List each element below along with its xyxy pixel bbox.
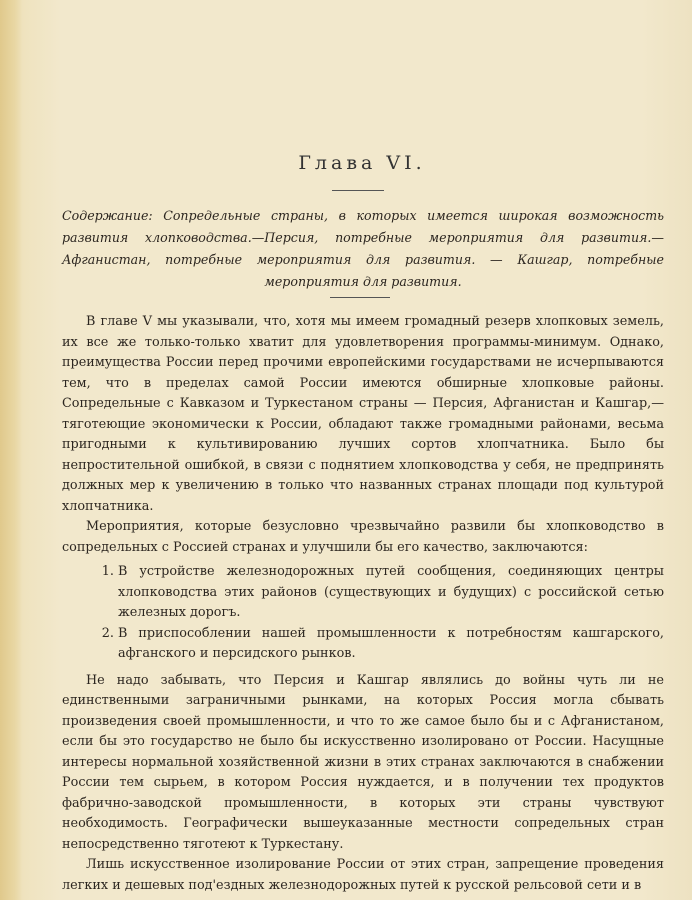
paragraph-2: Мероприятия, которые безусловно чрезвычайно развили бы хлопководство в сопредельных с Россией странах и улучшили бы его качество, заключаются: (62, 519, 664, 555)
list-item: 2. В приспособлении нашей промышленности к потребностям кашгарского, афганского и персидского рынков. (118, 624, 664, 665)
chapter-title: Глава VI. (298, 152, 426, 174)
page-binding-edge (0, 0, 22, 900)
summary-rule (330, 297, 390, 298)
paragraph-1: В главе V мы указывали, что, хотя мы имеем громадный резерв хлопковых земель, их все же только-только хватит для удовлетворения программы-минимум. Однако, преимущества России перед прочими европейскими государствами не исчерпываются тем, что в пределах самой России имеются обширные хлопковые районы. Сопредельные с Кавказом и Туркестаном страны — Персия, Афганистан и Кашгар,— тяготеющие экономически к России, обладают также громадными районами, весьма пригодными к культивированию лучших сортов хлопчатника. Было бы непростительной ошибкой, в связи с поднятием хлопководства у себя, не предпринять должных мер к увеличению в только что названных странах площади под культурой хлопчатника. (62, 314, 664, 514)
paragraph-4: Лишь искусственное изолирование России от этих стран, запрещение проведения легких и дешевых под'ездных железнодорожных путей к русской рельсовой сети и в (62, 857, 664, 893)
paragraph-3: Не надо забывать, что Персия и Кашгар являлись до войны чуть ли не единственными заграничными рынками, на которых Россия могла сбывать произведения своей промышленности, и что то же самое было бы и с Афганистаном, если бы это государство не было бы искусственно изолировано от России. Насущные интересы нормальной хозяйственной жизни в этих странах заключаются в снабжении России тем сырьем, в котором Россия нуждается, и в получении тех продуктов фабрично-заводской промышленности, в которых эти страны чувствуют необходимость. Географически вышеуказанные местности сопредельных стран непосредственно тяготеют к Туркестану. (62, 672, 664, 852)
chapter-body (62, 312, 664, 896)
measures-list (62, 562, 664, 665)
title-rule (332, 190, 384, 191)
list-item: 1. В устройстве железнодорожных путей сообщения, соединяющих центры хлопководства этих районов (существующих и будущих) с российской сетью железных дорогъ. (118, 562, 664, 624)
chapter-summary: Содержание: Сопредельные страны, в которых имеется широкая возможность развития хлопководства.—Персия, потребные мероприятия для развития.—Афганистан, потребные мероприятия для развития. — Кашгар, потребные мероприятия для развития. (62, 208, 664, 289)
